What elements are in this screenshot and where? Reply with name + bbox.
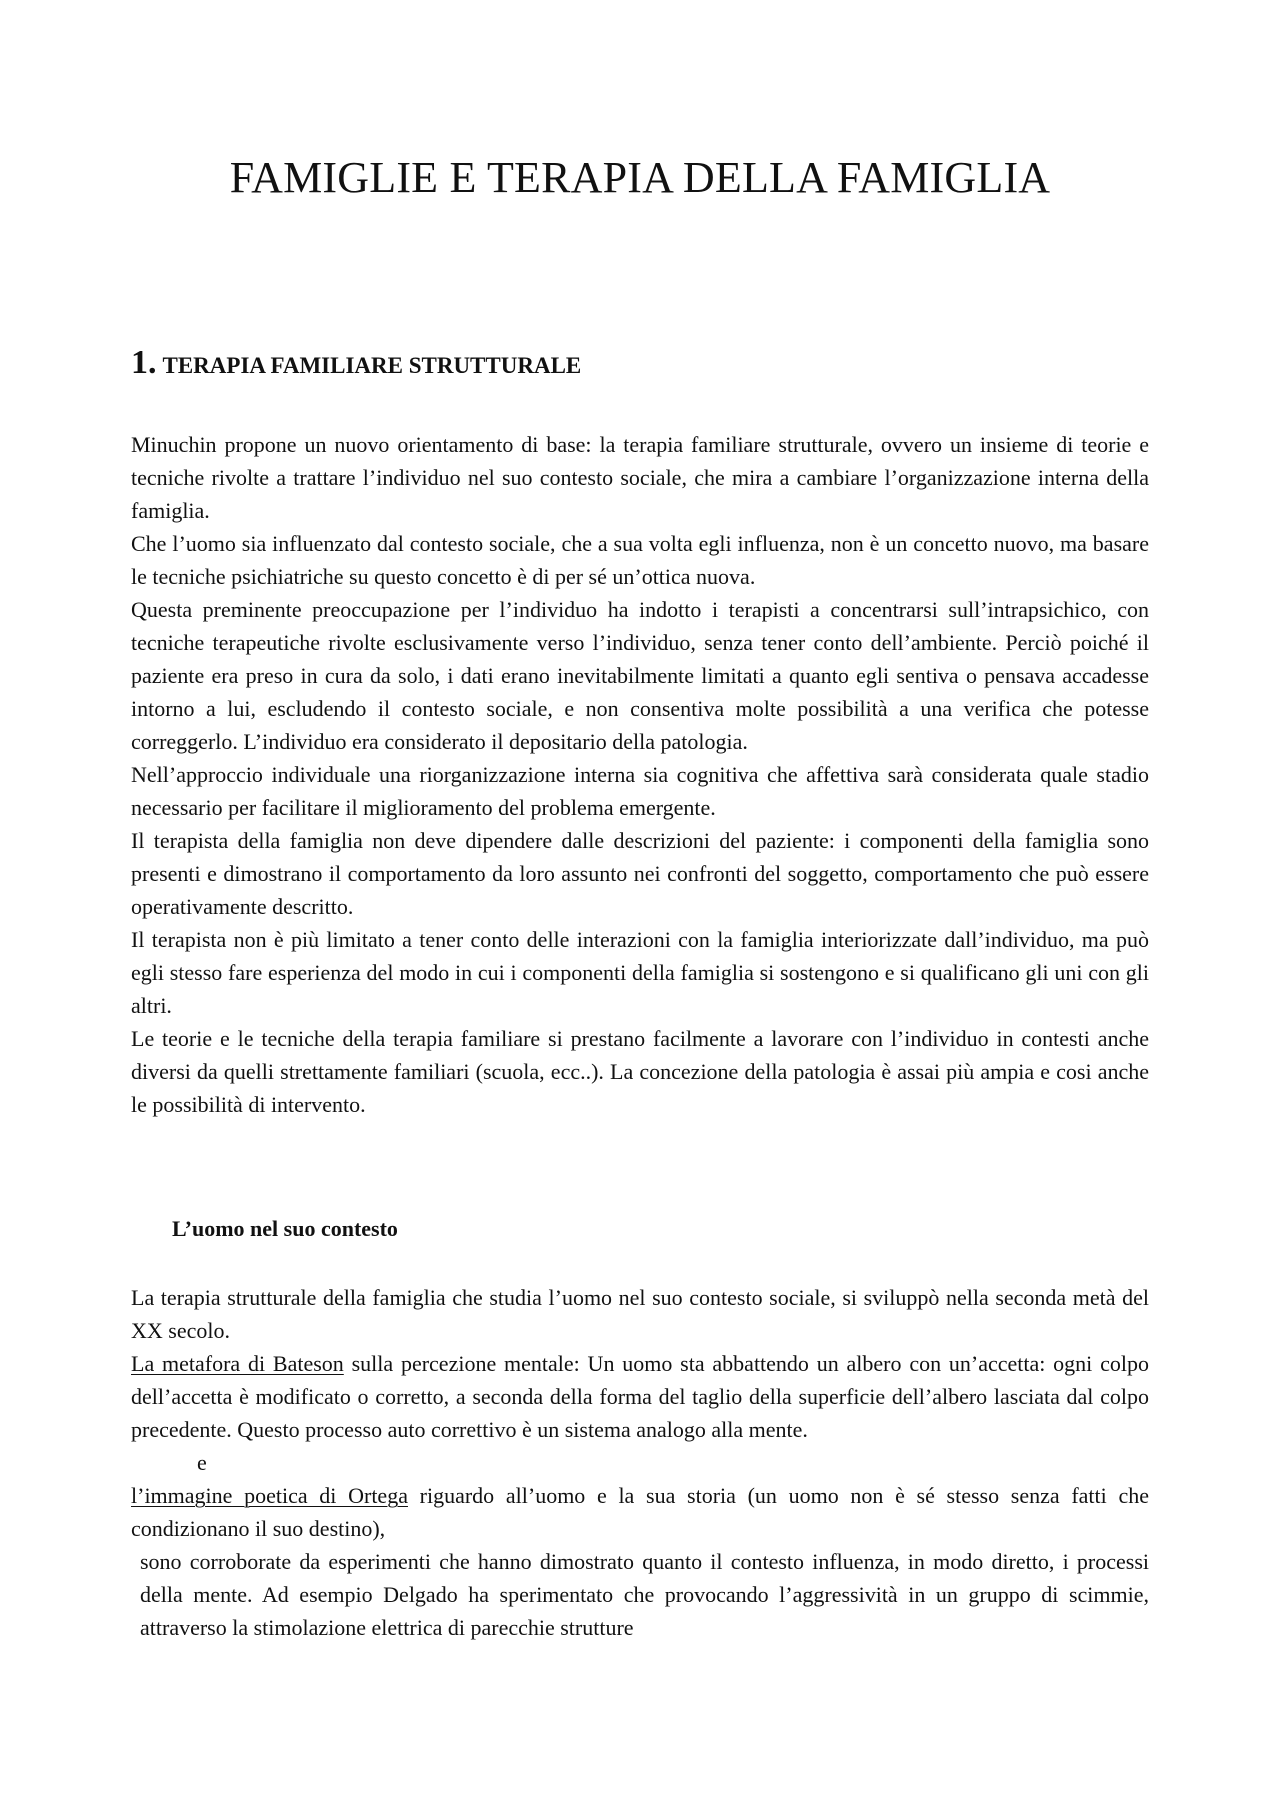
underlined-reference-ortega: l’immagine poetica di Ortega: [131, 1483, 408, 1508]
paragraph: [131, 1347, 1149, 1446]
paragraph-text: riguardo all’uomo e la sua storia (un uomo non è sé stesso senza fatti che condizionano il suo destino),: [131, 1483, 1149, 1541]
paragraph: Il terapista non è più limitato a tener conto delle interazioni con la famiglia interiorizzate dall’individuo, ma può egli stesso fare esperienza del modo in cui i componenti della famiglia si sostengono e si qualificano gli uni con gli altri.: [131, 927, 1149, 1018]
underlined-reference-bateson: La metafora di Bateson: [131, 1351, 344, 1376]
subsection-title: L’uomo nel suo contesto: [172, 1216, 398, 1241]
paragraph: Che l’uomo sia influenzato dal contesto sociale, che a sua volta egli influenza, non è un concetto nuovo, ma basare le tecniche psichiatriche su questo concetto è di per sé un’ottica nuova.: [131, 531, 1149, 589]
paragraph: Nell’approccio individuale una riorganizzazione interna sia cognitiva che affettiva sarà considerata quale stadio necessario per facilitare il miglioramento del problema emergente.: [131, 762, 1149, 820]
paragraph-conjunction: e: [197, 1450, 207, 1475]
section-heading: [131, 344, 581, 382]
document-title: FAMIGLIE E TERAPIA DELLA FAMIGLIA: [229, 153, 1051, 202]
section-title: TERAPIA FAMILIARE STRUTTURALE: [162, 353, 582, 378]
paragraph: sono corroborate da esperimenti che hanno dimostrato quanto il contesto influenza, in modo diretto, i processi della mente. Ad esempio Delgado ha sperimentato che provocando l’aggressività in un gruppo di scimmie, attraverso la stimolazione elettrica di parecchie strutture: [140, 1549, 1149, 1640]
paragraph-text: sulla percezione mentale: Un uomo sta abbattendo un albero con un’accetta: ogni colpo dell’accetta è modificato o corretto, a seconda della forma del taglio della superficie dell’albero lasciata dal colpo precedente. Questo processo auto correttivo è un sistema analogo alla mente.: [131, 1351, 1149, 1442]
section-body: [131, 428, 1149, 1121]
paragraph: La terapia strutturale della famiglia che studia l’uomo nel suo contesto sociale, si sviluppò nella seconda metà del XX secolo.: [131, 1285, 1149, 1343]
paragraph: [131, 1479, 1149, 1545]
paragraph: Questa preminente preoccupazione per l’individuo ha indotto i terapisti a concentrarsi sull’intrapsichico, con tecniche terapeutiche rivolte esclusivamente verso l’individuo, senza tener conto dell’ambiente. Perciò poiché il paziente era preso in cura da solo, i dati erano inevitabilmente limitati a quanto egli sentiva o pensava accadesse intorno a lui, escludendo il contesto sociale, e non consentiva molte possibilità a una verifica che potesse correggerlo. L’individuo era considerato il depositario della patologia.: [131, 597, 1149, 754]
paragraph: Minuchin propone un nuovo orientamento di base: la terapia familiare strutturale, ovvero un insieme di teorie e tecniche rivolte a trattare l’individuo nel suo contesto sociale, che mira a cambiare l’organizzazione interna della famiglia.: [131, 432, 1149, 523]
paragraph: Le teorie e le tecniche della terapia familiare si prestano facilmente a lavorare con l’individuo in contesti anche diversi da quelli strettamente familiari (scuola, ecc..). La concezione della patologia è assai più ampia e cosi anche le possibilità di intervento.: [131, 1026, 1149, 1117]
subsection-body: [131, 1281, 1149, 1644]
section-number: 1.: [131, 344, 157, 381]
paragraph: Il terapista della famiglia non deve dipendere dalle descrizioni del paziente: i componenti della famiglia sono presenti e dimostrano il comportamento da loro assunto nei confronti del soggetto, comportamento che può essere operativamente descritto.: [131, 828, 1149, 919]
